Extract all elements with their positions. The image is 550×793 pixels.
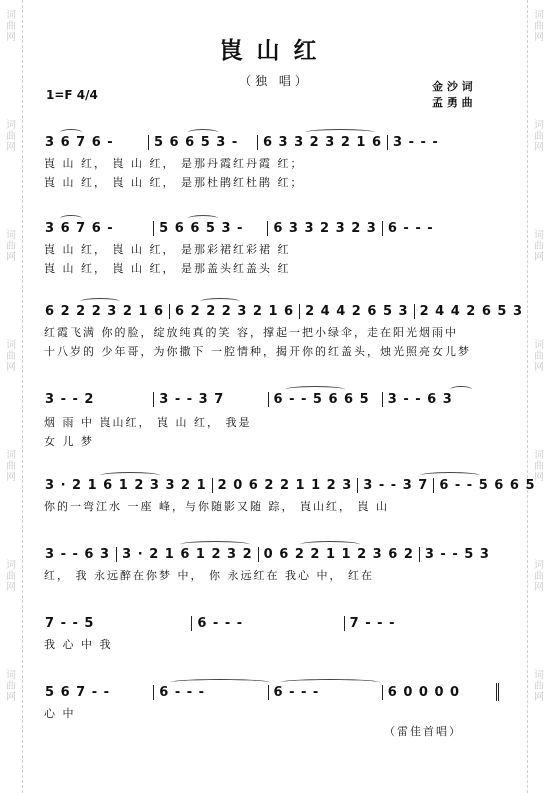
measure: 5 6 7 - - <box>45 684 111 700</box>
notes-line <box>40 390 496 408</box>
measure: 6 - - 5 6 6 5 <box>433 478 540 493</box>
lyric-verse-2: 十八岁的 少年哥，为你撒下 一腔情种，揭开你的红盖头，烛光照亮女儿梦 <box>44 345 471 358</box>
singer-credit: （雷佳首唱） <box>384 725 462 738</box>
watermark-text: 词曲网 <box>6 230 16 263</box>
slur <box>188 215 218 222</box>
measure: 5 6 6 5 3 - <box>153 221 267 236</box>
measure: 6 2 2 2 3 2 1 6 <box>169 304 299 319</box>
lyric-verse-1: 心 中 <box>44 707 76 720</box>
measure: 7 - - 5 <box>45 615 95 631</box>
slur <box>285 386 345 393</box>
watermark-text: 词曲网 <box>6 340 16 373</box>
lyric-verse-2: 女 儿 梦 <box>44 435 94 448</box>
watermark-text: 词曲网 <box>6 120 16 153</box>
notes-line <box>40 219 496 237</box>
slur <box>188 129 218 136</box>
measure: 2 4 4 2 6 5 3 <box>299 304 413 319</box>
watermark-text: 词曲网 <box>534 230 544 263</box>
watermark-left <box>0 0 23 793</box>
lyric-verse-1: 崀 山 红， 崀 山 红， 是那丹霞红丹霞 红； <box>44 157 304 170</box>
lyricist: 金 沙 词 <box>432 80 473 93</box>
watermark-text: 词曲网 <box>534 450 544 483</box>
notes-line <box>40 133 496 151</box>
measure: 3 - - 3 7 <box>357 478 433 493</box>
slur <box>60 215 82 222</box>
lyric-verse-1: 我 心 中 我 <box>44 638 113 651</box>
composer: 孟 勇 曲 <box>432 96 473 109</box>
measure: 3 - - 5 3 <box>419 547 496 562</box>
lyric-verse-2: 崀 山 红， 崀 山 红， 是那盖头红盖头 红 <box>44 262 291 275</box>
watermark-text: 词曲网 <box>6 10 16 43</box>
watermark-text: 词曲网 <box>6 670 16 703</box>
measure: 2 4 4 2 6 5 3 <box>414 304 528 319</box>
measure: 3 - - - <box>387 135 496 150</box>
tie <box>170 679 270 686</box>
slur <box>300 541 360 548</box>
measure: 6 - - 5 6 6 5 <box>268 392 382 407</box>
notes-line <box>40 545 496 563</box>
watermark-text: 词曲网 <box>534 560 544 593</box>
lyric-verse-1: 烟 雨 中 崀山红， 崀 山 红， 我是 <box>44 416 252 429</box>
measure: 3 - - 3 7 <box>153 392 267 407</box>
credits <box>432 79 473 111</box>
slur <box>60 129 82 136</box>
watermark-right <box>527 0 550 793</box>
watermark-text: 词曲网 <box>534 10 544 43</box>
slur <box>420 472 480 479</box>
measure: 3 · 2 1 6 1 2 3 2 <box>116 547 258 562</box>
song-subtitle: （独 唱） <box>239 74 311 88</box>
watermark-text: 词曲网 <box>534 670 544 703</box>
watermark-text: 词曲网 <box>6 450 16 483</box>
watermark-text: 词曲网 <box>534 340 544 373</box>
measure: 3 - - 6 3 <box>45 546 111 562</box>
measure: 3 · 2 1 6 1 2 3 3 2 1 <box>45 477 207 493</box>
measure: 3 - - 6 3 <box>382 392 496 407</box>
measure: 5 6 6 5 3 - <box>148 135 257 150</box>
measure: 3 6 7 6 - <box>45 220 114 236</box>
measure: 3 6 7 6 - <box>45 134 114 150</box>
song-title: 崀山红 <box>219 37 331 64</box>
measure: 7 - - - <box>344 616 496 631</box>
key-signature: 1=F 4/4 <box>46 88 98 102</box>
lyric-verse-1: 红霞飞满 你的脸，绽放纯真的笑 容，撑起一把小绿伞，走在阳光烟雨中 <box>44 326 458 339</box>
measure: 6 - - - <box>268 685 382 700</box>
slur <box>305 129 375 136</box>
measure: 6 3 3 2 3 2 3 <box>267 221 381 236</box>
measure: 6 0 0 0 0 <box>382 685 496 700</box>
measure: 2 0 6 2 2 1 1 2 3 <box>212 478 358 493</box>
lyric-verse-1: 你的一弯江水 一座 峰，与你随影又随 踪， 崀山红， 崀 山 <box>44 500 389 513</box>
measure: 6 - - - <box>382 221 496 236</box>
slur <box>200 298 240 305</box>
slur <box>450 386 472 393</box>
lyric-verse-1: 崀 山 红， 崀 山 红， 是那彩裙红彩裙 红 <box>44 243 291 256</box>
measure: 6 - - - <box>153 685 267 700</box>
measure: 3 - - 2 <box>45 391 95 407</box>
measure: 0 6 2 2 1 1 2 3 6 2 <box>258 547 419 562</box>
watermark-text: 词曲网 <box>534 120 544 153</box>
measure: 6 2 2 2 3 2 1 6 <box>45 303 165 319</box>
slur <box>80 298 120 305</box>
slur <box>100 472 160 479</box>
measure: 6 3 3 2 3 2 1 6 <box>257 135 387 150</box>
slur <box>180 541 250 548</box>
measure: 6 - - - <box>191 616 343 631</box>
watermark-text: 词曲网 <box>6 560 16 593</box>
lyric-verse-2: 崀 山 红， 崀 山 红， 是那杜鹃红杜鹃 红； <box>44 176 304 189</box>
notes-line <box>40 614 496 632</box>
lyric-verse-1: 红， 我 永远醉在你梦 中， 你 永远红在 我心 中， 红在 <box>44 569 374 582</box>
tie <box>280 679 380 686</box>
